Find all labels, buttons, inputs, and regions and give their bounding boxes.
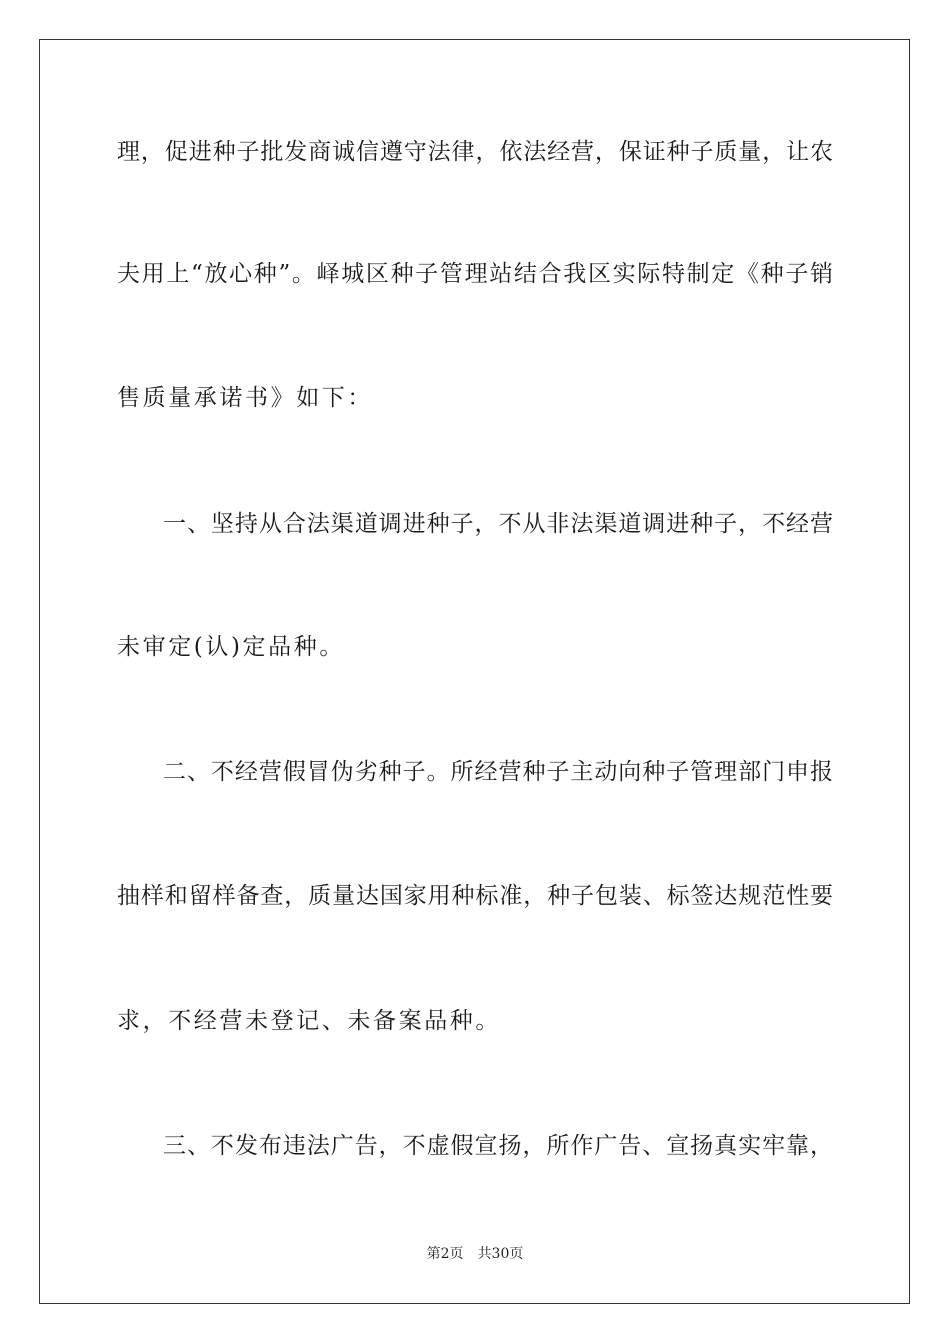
paragraph-1-first-line: 一、坚持从合法渠道调进种子，不从非法渠道调进种子，不经营 xyxy=(163,511,833,537)
page-number: 第2页 xyxy=(426,1246,464,1262)
body-text-line: 求，不经营未登记、未备案品种。 xyxy=(117,1008,501,1034)
page-frame xyxy=(39,39,910,1304)
paragraph-3-first-line: 三、不发布违法广告，不虚假宣扬，所作广告、宣扬真实牢靠， xyxy=(163,1133,833,1159)
body-text-line: 未审定(认)定品种。 xyxy=(117,634,345,660)
page-footer xyxy=(0,1245,950,1263)
body-text-line: 售质量承诺书》如下： xyxy=(117,385,373,411)
page-total: 共30页 xyxy=(477,1246,524,1262)
body-text-line: 抽样和留样备查，质量达国家用种标准，种子包装、标签达规范性要 xyxy=(117,883,833,909)
body-text-line: 夫用上“放心种”。峄城区种子管理站结合我区实际特制定《种子销 xyxy=(117,261,833,287)
paragraph-2-first-line: 二、不经营假冒伪劣种子。所经营种子主动向种子管理部门申报 xyxy=(163,759,833,785)
body-text-line: 理，促进种子批发商诚信遵守法律，依法经营，保证种子质量，让农 xyxy=(117,139,833,165)
